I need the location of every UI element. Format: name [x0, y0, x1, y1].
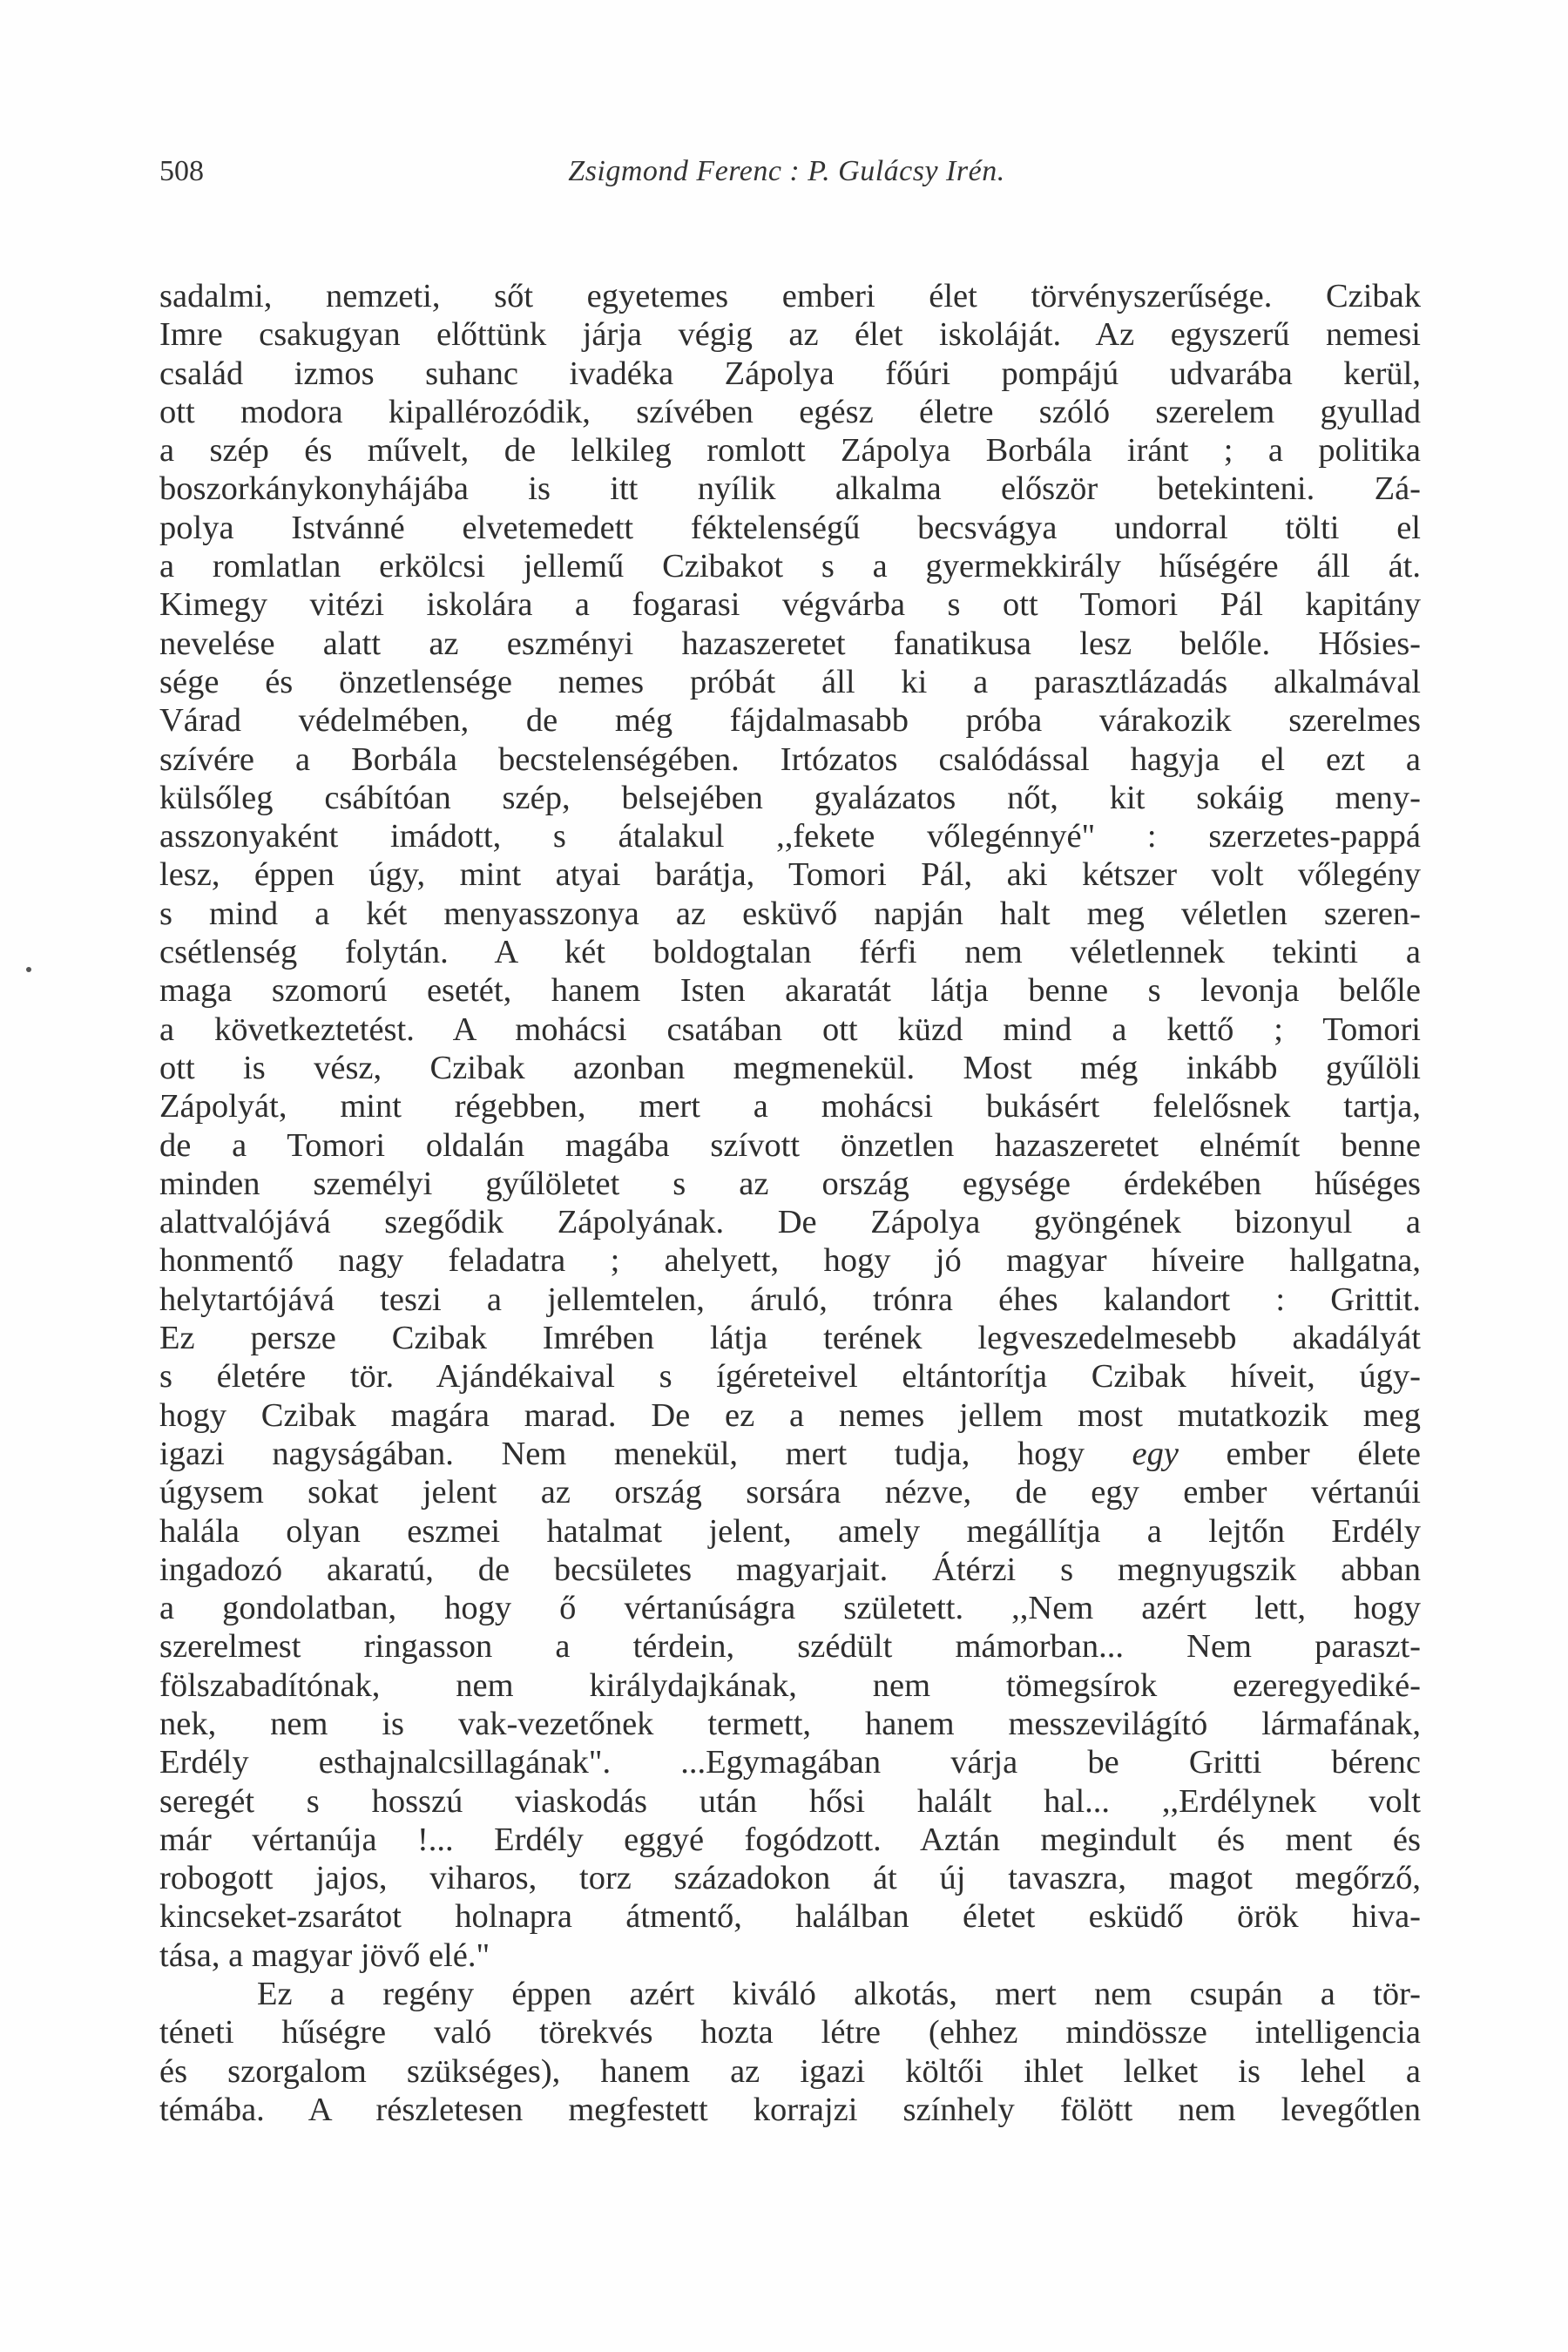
text-line: nek, nem is vak-vezetőnek termett, hanem messzevilágító lármafának,	[159, 1705, 1421, 1742]
text-line: s mind a két menyasszonya az esküvő napján halt meg véletlen szeren-	[159, 895, 1421, 932]
margin-dot	[26, 967, 31, 972]
text-line: Ez a regény éppen azért kiváló alkotás, mert nem csupán a tör-	[257, 1976, 1421, 2013]
text-line: és szorgalom szükséges), hanem az igazi költői ihlet lelket is lehel a	[159, 2052, 1421, 2090]
text-line: témába. A részletesen megfestett korrajzi színhely fölött nem levegőtlen	[159, 2091, 1421, 2128]
text-line: sége és önzetlensége nemes próbát áll ki a parasztlázadás alkalmával	[159, 663, 1421, 700]
text-line: ott is vész, Czibak azonban megmenekül. Most még inkább gyűlöli	[159, 1049, 1421, 1086]
text-line: robogott jajos, viharos, torz századokon át új tavaszra, magot megőrző,	[159, 1860, 1421, 1897]
text-line: hogy Czibak magára marad. De ez a nemes jellem most mutatkozik meg	[159, 1396, 1421, 1434]
text-line: maga szomorú esetét, hanem Isten akaratát látja benne s levonja belőle	[159, 972, 1421, 1010]
text-line: Ez persze Czibak Imrében látja terének legveszedelmesebb akadályát	[159, 1320, 1421, 1357]
text-line: helytartójává teszi a jellemtelen, áruló, trónra éhes kalandort : Grittit.	[159, 1281, 1421, 1318]
text-line: család izmos suhanc ivadéka Zápolya főúri pompájú udvarába kerül,	[159, 355, 1421, 392]
text-line: Zápolyát, mint régebben, mert a mohácsi bukásért felelősnek tartja,	[159, 1088, 1421, 1125]
text-line: igazi nagyságában. Nem menekül, mert tudja, hogy egy ember élete	[159, 1435, 1421, 1472]
text-line: alattvalójává szegődik Zápolyának. De Zápolya gyöngének bizonyul a	[159, 1204, 1421, 1241]
text-line: külsőleg csábítóan szép, belsejében gyalázatos nőt, kit sokáig meny-	[159, 779, 1421, 816]
text-line: a romlatlan erkölcsi jellemű Czibakot s a gyermekkirály hűségére áll át.	[159, 548, 1421, 585]
text-line: fölszabadítónak, nem királydajkának, nem tömegsírok ezeregyediké-	[159, 1666, 1421, 1704]
text-line: Erdély esthajnalcsillagának". ...Egymagában várja be Gritti bérenc	[159, 1744, 1421, 1781]
text-line: boszorkánykonyhájába is itt nyílik alkalma először betekinteni. Zá-	[159, 470, 1421, 508]
text-line: már vértanúja !... Erdély eggyé fogódzott. Aztán megindult és ment és	[159, 1821, 1421, 1858]
text-line: téneti hűségre való törekvés hozta létre (ehhez mindössze intelligencia	[159, 2014, 1421, 2051]
paragraph-1	[159, 277, 1421, 1975]
text-line: sadalmi, nemzeti, sőt egyetemes emberi élet törvényszerűsége. Czibak	[159, 278, 1421, 314]
text-line: tása, a magyar jövő elé."	[159, 1936, 490, 1974]
text-line: a gondolatban, hogy ő vértanúságra született. ,,Nem azért lett, hogy	[159, 1590, 1421, 1627]
text-line: Várad védelmében, de még fájdalmasabb próba várakozik szerelmes	[159, 702, 1421, 740]
body-text	[159, 277, 1421, 2129]
text-line: csétlenség folytán. A két boldogtalan férfi nem véletlennek tekinti a	[159, 934, 1421, 971]
text-line: asszonyaként imádott, s átalakul ,,fekete vőlegénnyé" : szerzetes-pappá	[159, 818, 1421, 855]
text-line: seregét s hosszú viaskodás után hősi halált hal... ,,Erdélynek volt	[159, 1782, 1421, 1820]
text-line: minden személyi gyűlöletet s az ország egysége érdekében hűséges	[159, 1165, 1421, 1202]
text-line: ingadozó akaratú, de becsületes magyarjait. Átérzi s megnyugszik abban	[159, 1551, 1421, 1588]
text-line: a szép és művelt, de lelkileg romlott Zápolya Borbála iránt ; a politika	[159, 432, 1421, 470]
text-line: lesz, éppen úgy, mint atyai barátja, Tomori Pál, aki kétszer volt vőlegény	[159, 856, 1421, 894]
text-line: szerelmest ringasson a térdein, szédült mámorban... Nem paraszt-	[159, 1628, 1421, 1666]
text-line: kincseket-zsarátot holnapra átmentő, halálban életet esküdő örök hiva-	[159, 1898, 1421, 1936]
text-line: polya Istvánné elvetemedett féktelenségű becsvágya undorral tölti el	[159, 509, 1421, 546]
page-header	[159, 150, 1414, 193]
text-line: s életére tör. Ajándékaival s ígéreteivel eltántorítja Czibak híveit, úgy-	[159, 1358, 1421, 1396]
text-line: a következtetést. A mohácsi csatában ott küzd mind a kettő ; Tomori	[159, 1010, 1421, 1048]
text-line: úgysem sokat jelent az ország sorsára nézve, de egy ember vértanúi	[159, 1474, 1421, 1511]
text-line: Kimegy vitézi iskolára a fogarasi végvárba s ott Tomori Pál kapitány	[159, 586, 1421, 624]
text-line: nevelése alatt az eszményi hazaszeretet fanatikusa lesz belőle. Hősies-	[159, 625, 1421, 662]
text-line: szívére a Borbála becstelenségében. Irtózatos csalódással hagyja el ezt a	[159, 740, 1421, 778]
page-number: 508	[159, 155, 204, 187]
text-line: de a Tomori oldalán magába szívott önzetlen hazaszeretet elnémít benne	[159, 1126, 1421, 1164]
text-line: halála olyan eszmei hatalmat jelent, amely megállítja a lejtőn Erdély	[159, 1512, 1421, 1550]
paragraph-2	[159, 1975, 1421, 2129]
text-line: Imre csakugyan előttünk járja végig az élet iskoláját. Az egyszerű nemesi	[159, 316, 1421, 354]
text-line: ott modora kipallérozódik, szívében egész életre szóló szerelem gyullad	[159, 393, 1421, 430]
text-line: honmentő nagy feladatra ; ahelyett, hogy jó magyar híveire hallgatna,	[159, 1242, 1421, 1280]
running-title: Zsigmond Ferenc : P. Gulácsy Irén.	[568, 155, 1005, 187]
